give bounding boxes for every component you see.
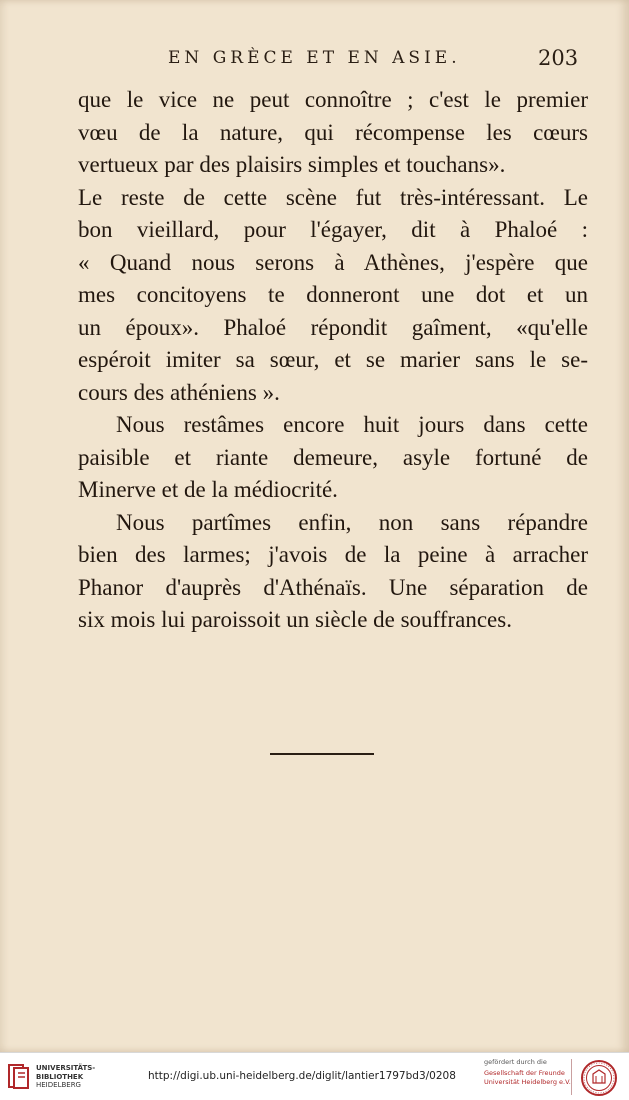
end-rule-divider xyxy=(270,753,374,755)
text-line: bon vieillard, pour l'égayer, dit à Phaloé : xyxy=(78,217,588,242)
running-head: EN GRÈCE ET EN ASIE. xyxy=(168,48,461,68)
footer-bar xyxy=(0,1052,629,1100)
sponsor-org-line: Gesellschaft der Freunde xyxy=(484,1069,565,1077)
university-seal-icon[interactable] xyxy=(580,1059,618,1097)
text-line: « Quand nous serons à Athènes, j'espère que xyxy=(78,249,588,275)
text-line: mes concitoyens te donneront une dot et un xyxy=(78,282,588,307)
text-line: Minerve et de la médiocrité. xyxy=(78,477,338,502)
text-line: six mois lui paroissoit un siècle de souffrances. xyxy=(78,607,512,632)
text-line: espéroit imiter sa sœur, et se marier sans le se- xyxy=(78,347,588,372)
library-name-line: HEIDELBERG xyxy=(36,1081,81,1089)
text-line: paisible et riante demeure, asyle fortuné de xyxy=(78,444,588,470)
library-name[interactable] xyxy=(36,1064,95,1090)
text-line: bien des larmes; j'avois de la peine à arracher xyxy=(78,542,588,567)
text-line: Nous partîmes enfin, non sans répandre xyxy=(116,509,588,535)
text-line: vertueux par des plaisirs simples et touchans». xyxy=(78,152,506,177)
library-book-icon[interactable] xyxy=(8,1063,30,1089)
text-line: Nous restâmes encore huit jours dans cette xyxy=(116,412,588,437)
library-name-line: UNIVERSITÄTS- xyxy=(36,1064,96,1072)
library-name-line: BIBLIOTHEK xyxy=(36,1072,84,1081)
sponsor-credit[interactable] xyxy=(484,1058,574,1087)
page-number: 203 xyxy=(538,46,579,70)
permalink-url[interactable]: http://digi.ub.uni-heidelberg.de/diglit/lantier1797bd3/0208 xyxy=(148,1070,456,1082)
text-line: que le vice ne peut connoître ; c'est le premier xyxy=(78,87,588,112)
text-line: un époux». Phaloé répondit gaîment, «qu'elle xyxy=(78,314,588,340)
text-line: vœu de la nature, qui récompense les cœurs xyxy=(78,119,588,145)
text-line: cours des athéniens ». xyxy=(78,379,280,405)
sponsor-lead: gefördert durch die xyxy=(484,1058,547,1066)
text-line: Le reste de cette scène fut très-intéressant. Le xyxy=(78,184,588,210)
sponsor-divider xyxy=(571,1059,572,1095)
text-line: Phanor d'auprès d'Athénaïs. Une séparation de xyxy=(78,574,588,600)
body-text xyxy=(78,84,588,637)
sponsor-org-line: Universität Heidelberg e.V. xyxy=(484,1078,571,1086)
